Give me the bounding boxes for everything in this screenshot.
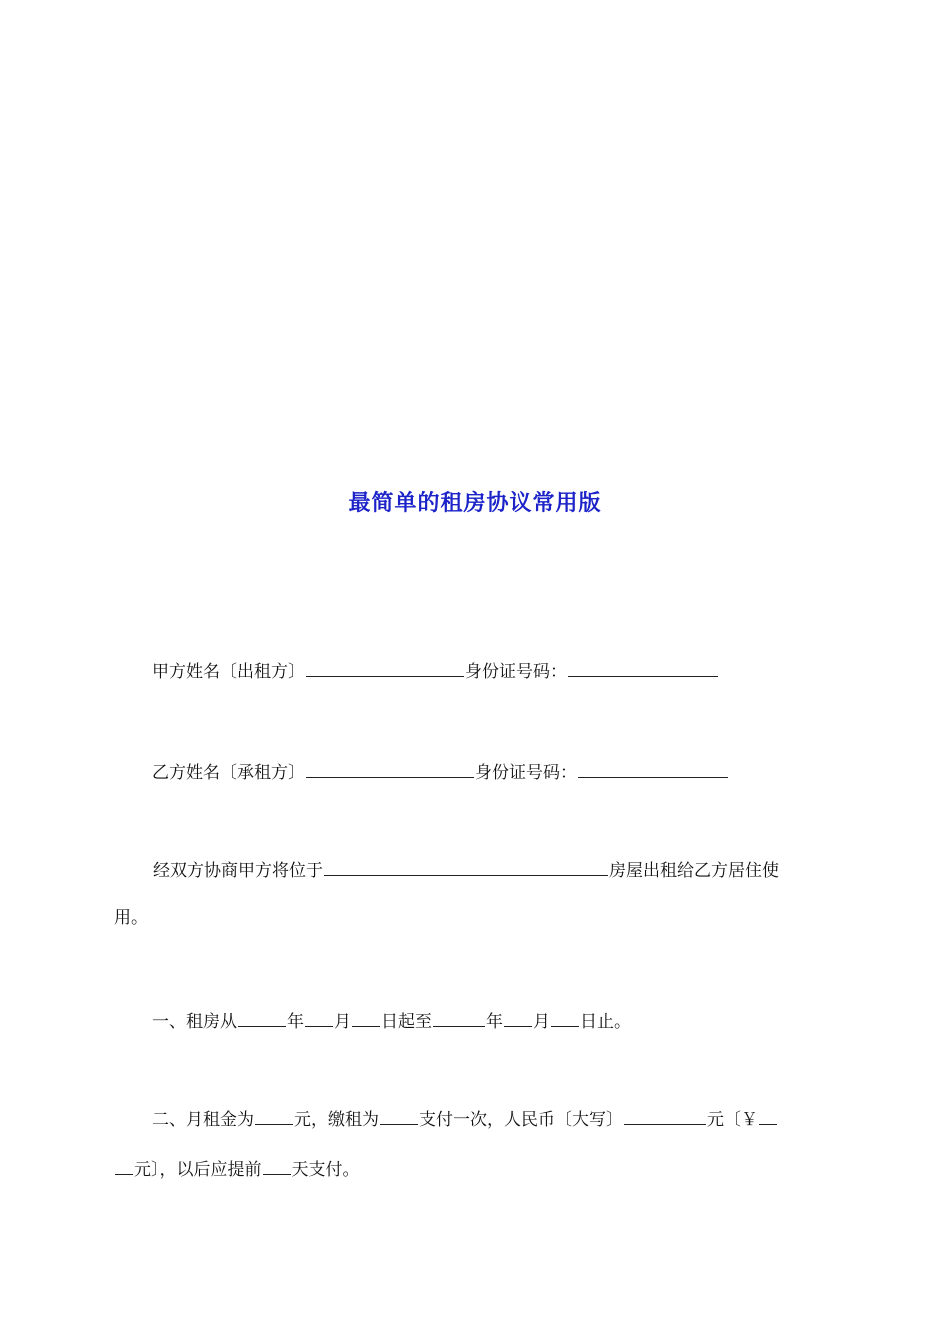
amount-in-figures-blank-2 bbox=[115, 1156, 133, 1175]
clause-2-line2-end: 天支付。 bbox=[291, 1160, 360, 1180]
agreement-suffix: 房屋出租给乙方居住使 bbox=[609, 861, 779, 881]
clause-1-month-1: 月 bbox=[334, 1012, 351, 1032]
party-a-label: 甲方姓名〔出租方〕 bbox=[152, 662, 305, 682]
document-title: 最简单的租房协议常用版 bbox=[348, 490, 602, 516]
party-b-label: 乙方姓名〔承租方〕 bbox=[152, 763, 305, 783]
clause-2-continuation-line bbox=[114, 1156, 360, 1182]
monthly-rent-blank bbox=[255, 1106, 293, 1125]
clause-2-yuan-1: 元，缴租为 bbox=[294, 1110, 379, 1130]
clause-2-prefix: 二、月租金为 bbox=[152, 1110, 254, 1130]
clause-1-month-2: 月 bbox=[533, 1012, 550, 1032]
party-b-name-blank bbox=[306, 759, 474, 778]
clause-2-pay-once: 支付一次，人民币〔大写〕 bbox=[419, 1110, 623, 1130]
clause-1-day-2: 日止。 bbox=[580, 1012, 631, 1032]
clause-1-year-2: 年 bbox=[486, 1012, 503, 1032]
party-a-name-blank bbox=[306, 658, 464, 677]
clause-2-line2-yuan: 元〕，以后应提前 bbox=[134, 1160, 262, 1180]
agreement-line bbox=[153, 857, 779, 883]
amount-in-figures-blank-1 bbox=[759, 1106, 777, 1125]
end-year-blank bbox=[433, 1008, 485, 1027]
start-day-blank bbox=[352, 1008, 380, 1027]
clause-2-line bbox=[152, 1106, 778, 1132]
clause-1-prefix: 一、租房从 bbox=[152, 1012, 237, 1032]
party-b-line bbox=[152, 759, 729, 785]
clause-2-yuan-2: 元〔￥ bbox=[707, 1110, 758, 1130]
party-b-id-blank bbox=[578, 759, 728, 778]
clause-1-year-1: 年 bbox=[287, 1012, 304, 1032]
start-year-blank bbox=[238, 1008, 286, 1027]
party-b-id-label: 身份证号码： bbox=[475, 763, 577, 783]
advance-days-blank bbox=[263, 1156, 291, 1175]
end-day-blank bbox=[551, 1008, 579, 1027]
end-month-blank bbox=[504, 1008, 532, 1027]
party-a-id-blank bbox=[568, 658, 718, 677]
agreement-continuation: 用。 bbox=[114, 908, 148, 928]
address-blank bbox=[324, 857, 608, 876]
clause-1-day-1: 日起至 bbox=[381, 1012, 432, 1032]
party-a-id-label: 身份证号码： bbox=[465, 662, 567, 682]
start-month-blank bbox=[305, 1008, 333, 1027]
clause-1-line bbox=[152, 1008, 631, 1034]
party-a-line bbox=[152, 658, 719, 684]
agreement-prefix: 经双方协商甲方将位于 bbox=[153, 861, 323, 881]
payment-period-blank bbox=[380, 1106, 418, 1125]
agreement-continuation-line bbox=[114, 906, 148, 930]
amount-in-words-blank bbox=[624, 1106, 706, 1125]
